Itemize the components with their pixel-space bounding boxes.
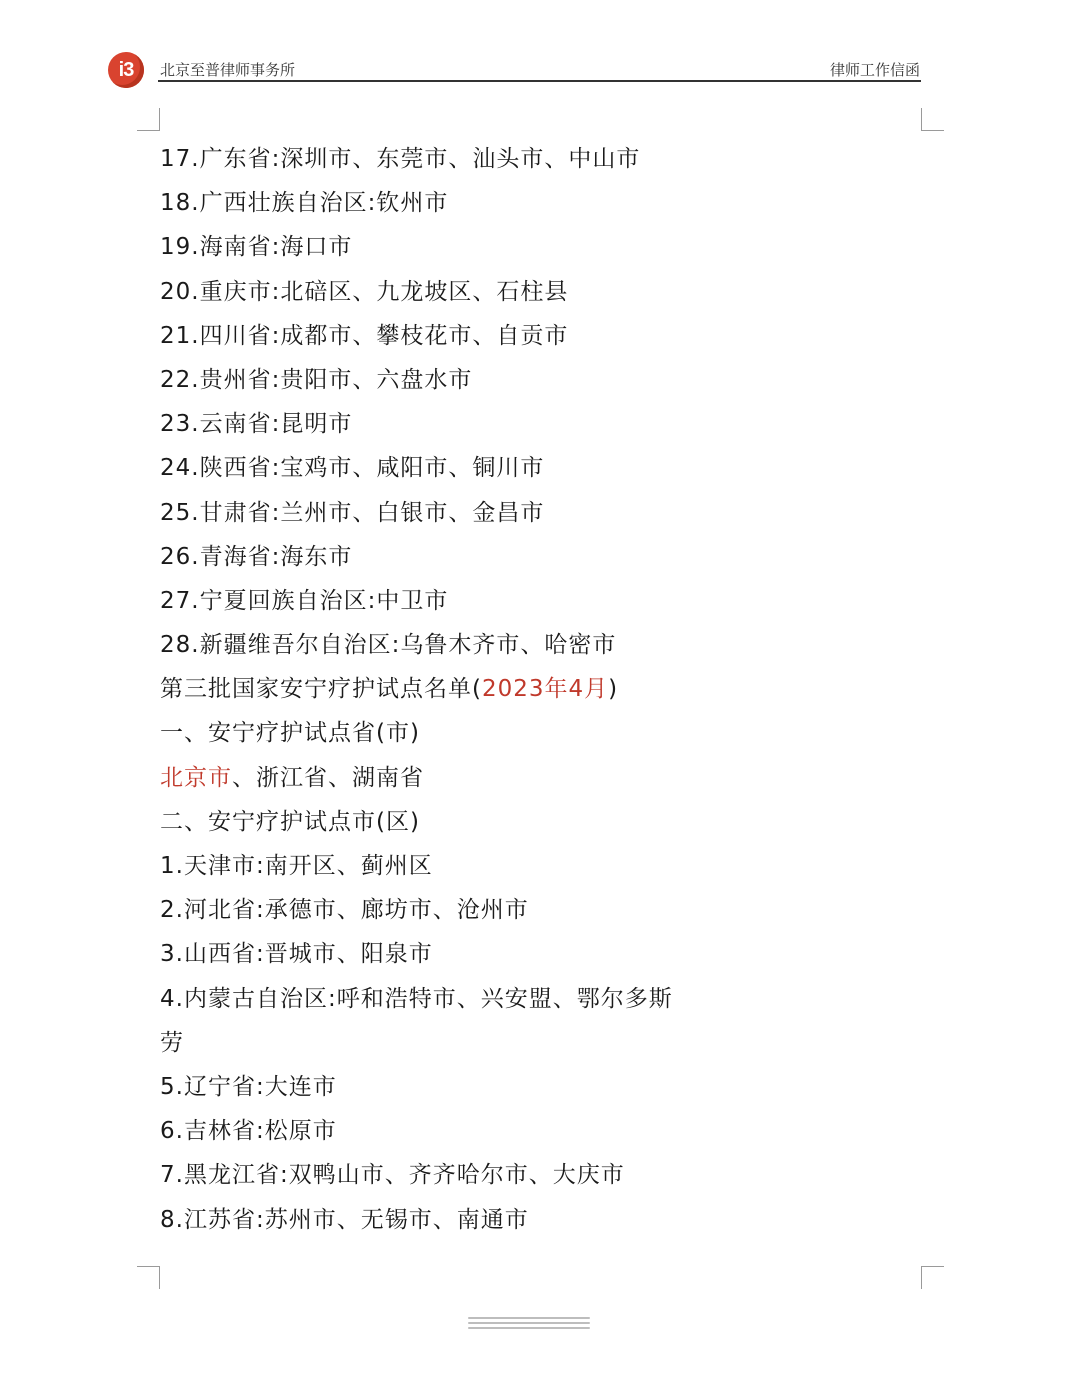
highlight-beijing: 北京市 [160, 764, 232, 791]
list-item: 20.重庆市:北碚区、九龙坡区、石柱县 [160, 278, 569, 305]
crop-mark-bottom-right [921, 1266, 944, 1289]
document-body [160, 137, 920, 1242]
list-item: 28.新疆维吾尔自治区:乌鲁木齐市、哈密市 [160, 632, 617, 659]
title-date: 2023年4月 [481, 676, 609, 703]
list-item: 3.山西省:晋城市、阳泉市 [160, 941, 433, 968]
list-item: 24.陕西省:宝鸡市、咸阳市、铜川市 [160, 455, 545, 482]
list-item: 25.甘肃省:兰州市、白银市、金昌市 [160, 499, 545, 526]
list-item: 2.河北省:承德市、廊坊市、沧州市 [160, 897, 529, 924]
list-item: 27.宁夏回族自治区:中卫市 [160, 587, 449, 614]
section-heading-cities: 二、安宁疗护试点市(区) [160, 808, 420, 835]
list-item: 6.吉林省:松原市 [160, 1118, 337, 1145]
list-item: 17.广东省:深圳市、东莞市、汕头市、中山市 [160, 146, 641, 172]
crop-mark-top-right [921, 108, 944, 131]
scroll-handle-icon[interactable] [468, 1314, 590, 1334]
list-item: 22.贵州省:贵阳市、六盘水市 [160, 366, 473, 393]
list-item: 26.青海省:海东市 [160, 543, 353, 570]
firm-logo-icon: i3 [108, 52, 144, 88]
page-header [0, 0, 1080, 100]
list-item: 7.黑龙江省:双鸭山市、齐齐哈尔市、大庆市 [160, 1162, 625, 1189]
header-divider [158, 80, 921, 82]
third-batch-title [160, 667, 920, 711]
list-item: 18.广西壮族自治区:钦州市 [160, 190, 449, 217]
list-item: 劳 [160, 1029, 184, 1056]
list-item: 23.云南省:昆明市 [160, 411, 353, 438]
crop-mark-top-left [137, 108, 160, 131]
firm-name: 北京至普律师事务所 [160, 61, 296, 79]
list-item: 19.海南省:海口市 [160, 234, 353, 261]
list-item: 5.辽宁省:大连市 [160, 1073, 337, 1100]
section-heading-provinces: 一、安宁疗护试点省(市) [160, 720, 420, 747]
list-item: 8.江苏省:苏州市、无锡市、南通市 [160, 1206, 529, 1233]
title-prefix: 第三批国家安宁疗护试点名单( [160, 676, 482, 703]
pilot-provinces-line [160, 756, 920, 800]
document-type: 律师工作信函 [829, 61, 920, 79]
title-suffix: ) [608, 676, 619, 703]
list-item: 4.内蒙古自治区:呼和浩特市、兴安盟、鄂尔多斯 [160, 985, 673, 1012]
list-item: 1.天津市:南开区、蓟州区 [160, 853, 433, 879]
list-item: 21.四川省:成都市、攀枝花市、自贡市 [160, 322, 569, 349]
provinces-rest: 、浙江省、湖南省 [232, 764, 424, 791]
crop-mark-bottom-left [137, 1266, 160, 1289]
